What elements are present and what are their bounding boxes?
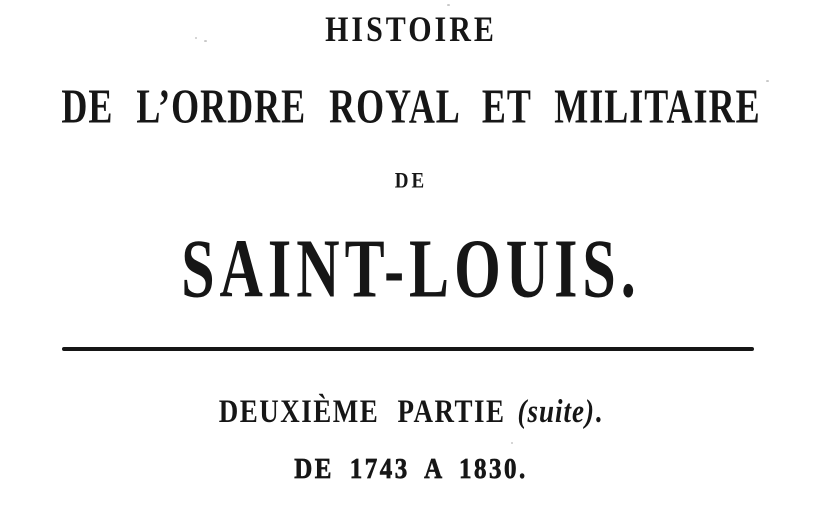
scan-speck: [766, 80, 769, 82]
book-title-line-de: [0, 169, 822, 194]
book-title-histoire-text: HISTOIRE: [325, 10, 497, 50]
scan-speck: [195, 37, 197, 39]
scan-speck: [511, 442, 513, 444]
horizontal-divider-rule: [62, 347, 754, 351]
subtitle-part-text: DEUXIÈME PARTIE: [218, 393, 506, 429]
subtitle-period-text: .: [595, 393, 604, 429]
subtitle-part-group: [219, 393, 604, 430]
book-title-line-saint-louis: [0, 221, 822, 315]
book-title-saint-louis-text: SAINT-LOUIS.: [181, 222, 641, 315]
subtitle-dates-text: DE 1743 A 1830.: [294, 454, 528, 486]
subtitle-dates-line: [0, 454, 822, 486]
book-title-line-ordre-royal: [0, 78, 822, 134]
scan-speck: [204, 40, 207, 42]
book-title-de-text: DE: [394, 169, 428, 194]
subtitle-suite-text: (suite): [517, 393, 596, 429]
scan-speck: [447, 4, 450, 6]
subtitle-part-line: [0, 393, 822, 429]
book-title-ordre-royal-text: DE L’ORDRE ROYAL ET MILITAIRE: [61, 79, 761, 134]
book-title-line-histoire: [0, 10, 822, 50]
